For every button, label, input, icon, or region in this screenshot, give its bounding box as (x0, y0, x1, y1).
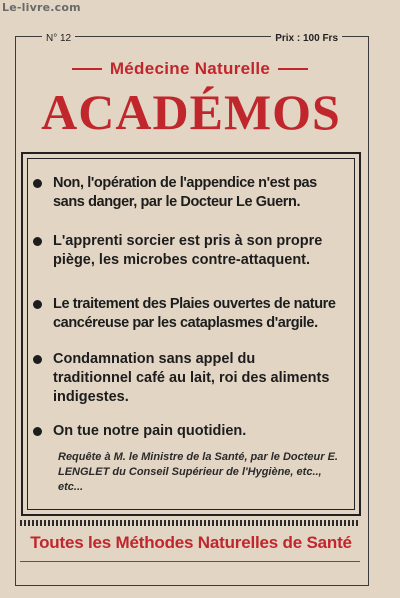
price-label: Prix : 100 Frs (271, 33, 342, 44)
subtitle-dash-left (72, 68, 102, 70)
issue-number: N° 12 (42, 33, 75, 44)
bullet-icon (33, 179, 42, 188)
bullet-icon (33, 427, 42, 436)
article-item (33, 174, 338, 212)
bullet-icon (33, 355, 42, 364)
divider-stripe (20, 520, 360, 526)
article-item (33, 295, 338, 333)
article-text: Non, l'opération de l'appendice n'est pas sans danger, par le Docteur Le Guern. (53, 175, 317, 210)
subtitle: Médecine Naturelle (109, 59, 271, 78)
article-item (33, 350, 338, 407)
article-text: On tue notre pain quotidien. (53, 423, 247, 439)
article-text: L'apprenti sorcier est pris à son propre piège, les microbes contre-attaquent. (53, 233, 323, 268)
header-row (16, 33, 366, 47)
article-item (33, 422, 338, 441)
masthead-title: ACADÉMOS (41, 84, 341, 140)
subtitle-dash-right (278, 68, 308, 70)
byline: Requête à M. le Ministre de la Santé, par le Docteur E. LENGLET du Conseil Supérieur de l'Hygiène, etc.., etc... (58, 451, 338, 493)
article-item (33, 232, 338, 270)
article-text: Le traitement des Plaies ouvertes de nature cancéreuse par les cataplasmes d'argile. (53, 296, 336, 331)
bullet-icon (33, 300, 42, 309)
contents-box (21, 152, 361, 516)
footer-tagline: Toutes les Méthodes Naturelles de Santé (30, 533, 352, 552)
bullet-icon (33, 237, 42, 246)
subtitle-row (20, 58, 360, 80)
footer-rule (20, 561, 360, 562)
article-text: Condamnation sans appel du traditionnel café au lait, roi des aliments indigestes. (53, 351, 330, 405)
watermark: Le-livre.com (2, 1, 81, 14)
